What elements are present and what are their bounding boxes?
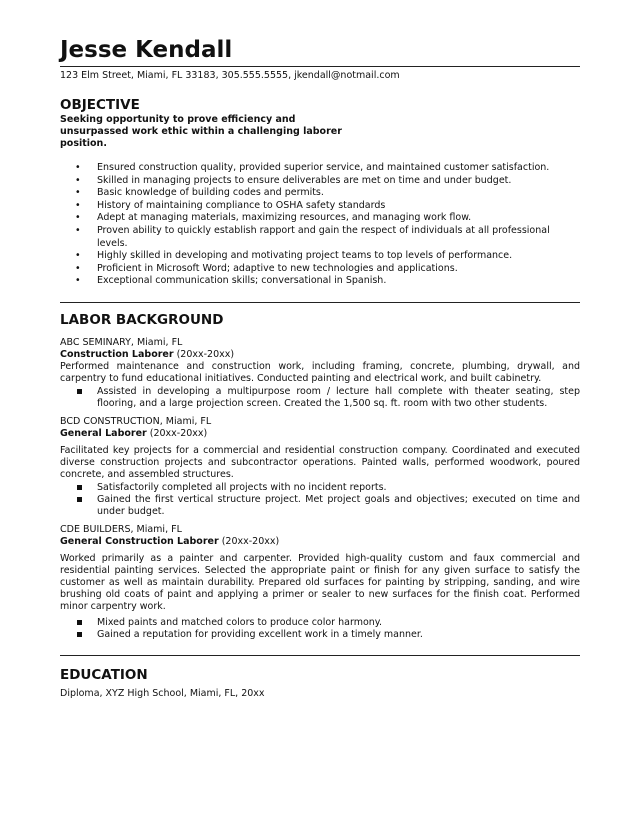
achievement-item: Gained a reputation for providing excellent work in a timely manner. — [75, 629, 580, 641]
job-title: General Construction Laborer — [60, 535, 219, 547]
job-entry — [60, 416, 580, 518]
skill-item: • History of maintaining compliance to OSHA safety standards — [75, 200, 580, 213]
skills-list — [75, 162, 580, 288]
labor-title: LABOR BACKGROUND — [60, 311, 224, 328]
skill-item: • Adept at managing materials, maximizing resources, and managing work flow. — [75, 212, 580, 225]
job-entry — [60, 524, 580, 641]
contact-info: 123 Elm Street, Miami, FL 33183, 305.555.5555, jkendall@notmail.com — [60, 70, 400, 81]
achievement-item: Satisfactorily completed all projects with no incident reports. — [75, 482, 580, 494]
skill-item: • Ensured construction quality, provided superior service, and maintained customer satisfaction. — [75, 162, 580, 175]
job-title: Construction Laborer — [60, 348, 174, 360]
achievement-list — [75, 386, 580, 410]
achievement-item: Assisted in developing a multipurpose room / lecture hall complete with theater seating, step flooring, and a large projection screen. Created the 1,500 sq. ft. room with two other students. — [75, 386, 580, 410]
skill-item: • Proficient in Microsoft Word; adaptive to new technologies and applications. — [75, 263, 580, 276]
education-entry: Diploma, XYZ High School, Miami, FL, 20xx — [60, 687, 265, 699]
job-company: CDE BUILDERS, Miami, FL — [60, 523, 182, 535]
achievement-list — [75, 617, 580, 641]
skill-item: • Highly skilled in developing and motivating project teams to top levels of performance. — [75, 250, 580, 263]
section-divider — [60, 655, 580, 656]
achievement-item: Mixed paints and matched colors to produce color harmony. — [75, 617, 580, 629]
objective-text: Seeking opportunity to prove efficiency and unsurpassed work ethic within a challenging laborer position. — [60, 114, 342, 149]
job-company: BCD CONSTRUCTION, Miami, FL — [60, 415, 212, 427]
job-title: General Laborer — [60, 427, 147, 439]
education-title: EDUCATION — [60, 666, 148, 683]
objective-section — [60, 96, 580, 288]
skill-item: • Skilled in managing projects to ensure deliverables are met on time and under budget. — [75, 175, 580, 188]
header-divider — [60, 66, 580, 67]
education-section — [60, 666, 580, 700]
labor-section — [60, 311, 580, 641]
skill-item: • Proven ability to quickly establish rapport and gain the respect of individuals at all professional levels. — [75, 225, 580, 250]
achievement-item: Gained the first vertical structure project. Met project goals and objectives; executed on time and under budget. — [75, 494, 580, 518]
job-dates: (20xx-20xx) — [176, 348, 235, 360]
job-description: Worked primarily as a painter and carpenter. Provided high-quality custom and faux commercial and residential painting services. Selected the appropriate paint or finish for any given surface to satisfy the customer as well as maintain durability. Prepared old surfaces for painting by stripping, sanding, and wire brushing old coats of paint and applying a primer or sealer to new surfaces for the finish coat. Performed minor carpentry work. — [60, 552, 580, 612]
skill-item: • Basic knowledge of building codes and permits. — [75, 187, 580, 200]
achievement-list — [75, 482, 580, 518]
job-description: Facilitated key projects for a commercial and residential construction company. Coordinated and executed diverse construction projects and subcontractor operations. Painted walls, performed woodwork, poured concrete, and assembled structures. — [60, 444, 580, 480]
resume-page — [60, 36, 580, 700]
section-divider — [60, 302, 580, 303]
job-entry — [60, 337, 580, 410]
job-dates: (20xx-20xx) — [149, 427, 208, 439]
job-company: ABC SEMINARY, Miami, FL — [60, 336, 183, 348]
job-description: Performed maintenance and construction work, including framing, concrete, plumbing, drywall, and carpentry to fund educational initiatives. Conducted painting and electrical work, and built cabinetry. — [60, 360, 580, 384]
skill-item: • Exceptional communication skills; conversational in Spanish. — [75, 275, 580, 288]
job-dates: (20xx-20xx) — [221, 535, 280, 547]
candidate-name: Jesse Kendall — [60, 37, 233, 63]
objective-title: OBJECTIVE — [60, 97, 140, 113]
